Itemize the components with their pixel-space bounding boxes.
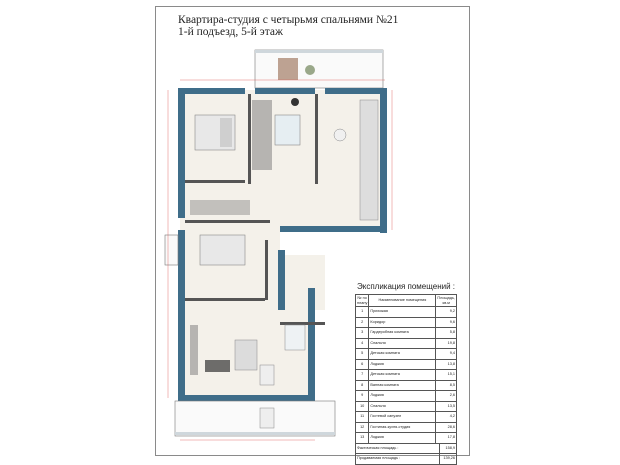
- wall-top-right: [325, 88, 387, 94]
- wall-left-upper: [178, 88, 185, 218]
- row-name: Лоджия: [369, 359, 436, 370]
- legend-header-name: Наименование помещения: [369, 295, 436, 307]
- legend-table: [355, 294, 457, 444]
- row-num: 10: [356, 401, 369, 412]
- bath-basin: [291, 98, 299, 106]
- row-num: 11: [356, 412, 369, 423]
- bathtub: [275, 115, 300, 145]
- row-num: 3: [356, 328, 369, 339]
- table-row: [356, 433, 457, 444]
- row-name: Ванная комната: [369, 380, 436, 391]
- wall-top-mid: [255, 88, 315, 94]
- table-row: [356, 370, 457, 381]
- table-row: [356, 401, 457, 412]
- dining-table: [260, 365, 274, 385]
- table-row: [356, 307, 457, 318]
- total-area: 139,26: [440, 454, 457, 465]
- row-name: Спальня: [369, 401, 436, 412]
- row-num: 7: [356, 370, 369, 381]
- loggia-table: [260, 408, 274, 428]
- bed-room10: [200, 235, 245, 265]
- row-area: 9,6: [436, 317, 457, 328]
- legend-title: Экспликация помещений :: [356, 282, 455, 291]
- table-row: [356, 317, 457, 328]
- rug: [205, 360, 230, 372]
- partition-1: [248, 94, 251, 184]
- table-row: [356, 391, 457, 402]
- row-num: 9: [356, 391, 369, 402]
- row-num: 12: [356, 422, 369, 433]
- table-row: [356, 359, 457, 370]
- row-name: Коридор: [369, 317, 436, 328]
- legend-totals: [355, 444, 457, 465]
- row-area: 13,5: [436, 401, 457, 412]
- table-row: [356, 412, 457, 423]
- row-name: Гостиная-кухня-студия: [369, 422, 436, 433]
- row-num: 2: [356, 317, 369, 328]
- row-num: 1: [356, 307, 369, 318]
- partition-3: [185, 180, 245, 183]
- wall-stair: [278, 250, 285, 310]
- row-area: 9,4: [436, 349, 457, 360]
- row-name: Лоджия: [369, 391, 436, 402]
- total-name: Фактическая площадь :: [356, 444, 440, 454]
- row-num: 8: [356, 380, 369, 391]
- loggia-top: [255, 50, 383, 88]
- row-name: Детская комната: [369, 370, 436, 381]
- wall-right: [380, 88, 387, 233]
- loggia-left: [165, 235, 178, 265]
- loggia-plant: [305, 65, 315, 75]
- row-name: Прихожая: [369, 307, 436, 318]
- wall-stair-2: [308, 288, 315, 400]
- row-name: Лоджия: [369, 433, 436, 444]
- wall-bottom-step: [280, 226, 387, 232]
- partition-7: [280, 322, 325, 325]
- row-name: Детская комната: [369, 349, 436, 360]
- sofa: [235, 340, 257, 370]
- total-name: Продаваемая площадь :: [356, 454, 440, 465]
- guest-wc: [285, 325, 305, 350]
- row-area: 5,8: [436, 328, 457, 339]
- closet-room5: [190, 200, 250, 215]
- row-area: 19,8: [436, 338, 457, 349]
- plan-title: [178, 14, 398, 38]
- row-name: Гардеробная комната: [369, 328, 436, 339]
- legend-header-num: № по плану: [357, 295, 368, 305]
- row-area: 15,1: [436, 370, 457, 381]
- wardrobe-room3: [252, 100, 272, 170]
- row-area: 4,2: [436, 412, 457, 423]
- tv-unit: [190, 325, 198, 375]
- table-row: [356, 328, 457, 339]
- total-row: [356, 454, 457, 465]
- table-row: [356, 349, 457, 360]
- loggia-top-rail: [255, 50, 383, 53]
- table-row: [356, 338, 457, 349]
- loggia-rack: [278, 58, 298, 80]
- row-area: 17,8: [436, 433, 457, 444]
- kids-chair: [334, 129, 346, 141]
- partition-6: [265, 240, 268, 300]
- table-row: [356, 380, 457, 391]
- plan-title-line1: Квартира-студия с четырьмя спальнями №21: [178, 14, 399, 26]
- loggia-bottom: [175, 401, 335, 436]
- loggia-bottom-rail: [175, 432, 335, 435]
- total-row: [356, 444, 457, 454]
- total-area: 158,9: [440, 444, 457, 454]
- kids-desk: [360, 100, 378, 220]
- wall-top-left: [180, 88, 245, 94]
- plan-title-line2: 1-й подъезд, 5-й этаж: [178, 26, 283, 38]
- row-num: 13: [356, 433, 369, 444]
- wall-left-lower: [178, 230, 185, 400]
- bed-room4-pillows: [220, 118, 232, 147]
- row-area: 13,8: [436, 359, 457, 370]
- partition-4: [185, 220, 270, 223]
- table-row: [356, 422, 457, 433]
- row-num: 6: [356, 359, 369, 370]
- wall-bottom: [178, 395, 315, 401]
- room-legend: [355, 282, 457, 465]
- row-area: 9,2: [436, 307, 457, 318]
- row-area: 28,6: [436, 422, 457, 433]
- row-name: Спальня: [369, 338, 436, 349]
- row-name: Гостевой санузел: [369, 412, 436, 423]
- partition-2: [315, 94, 318, 184]
- row-num: 4: [356, 338, 369, 349]
- row-num: 5: [356, 349, 369, 360]
- legend-header-area: Площадь, кв.м: [437, 295, 455, 305]
- row-area: 2,6: [436, 391, 457, 402]
- legend-header-row: [356, 295, 457, 307]
- row-area: 8,5: [436, 380, 457, 391]
- partition-5: [185, 298, 265, 301]
